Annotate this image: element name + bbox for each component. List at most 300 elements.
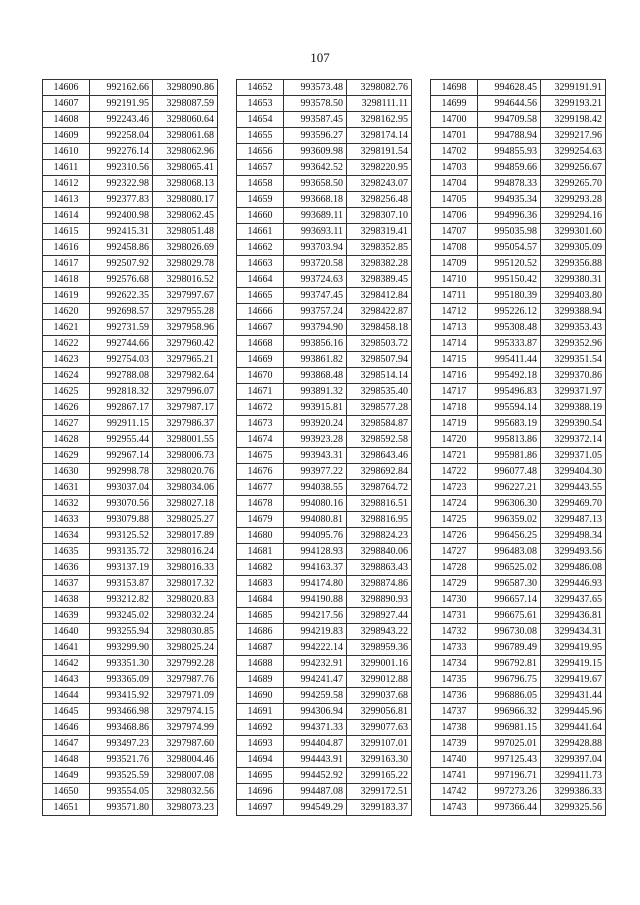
point-id-cell: 14617 bbox=[43, 256, 90, 272]
point-id-cell: 14693 bbox=[237, 736, 284, 752]
x-coordinate-cell: 993747.45 bbox=[284, 288, 347, 304]
point-id-cell: 14641 bbox=[43, 640, 90, 656]
y-coordinate-cell: 3299077.63 bbox=[347, 720, 412, 736]
point-id-cell: 14638 bbox=[43, 592, 90, 608]
point-id-cell: 14658 bbox=[237, 176, 284, 192]
y-coordinate-cell: 3299441.64 bbox=[541, 720, 606, 736]
x-coordinate-cell: 992258.04 bbox=[90, 128, 153, 144]
y-coordinate-cell: 3299198.42 bbox=[541, 112, 606, 128]
y-coordinate-cell: 3299301.60 bbox=[541, 224, 606, 240]
y-coordinate-cell: 3299256.67 bbox=[541, 160, 606, 176]
x-coordinate-cell: 992507.92 bbox=[90, 256, 153, 272]
y-coordinate-cell: 3297987.17 bbox=[153, 400, 218, 416]
table-row bbox=[431, 272, 606, 288]
y-coordinate-cell: 3298959.36 bbox=[347, 640, 412, 656]
x-coordinate-cell: 996359.02 bbox=[478, 512, 541, 528]
point-id-cell: 14675 bbox=[237, 448, 284, 464]
x-coordinate-cell: 993255.94 bbox=[90, 624, 153, 640]
x-coordinate-cell: 994174.80 bbox=[284, 576, 347, 592]
point-id-cell: 14614 bbox=[43, 208, 90, 224]
point-id-cell: 14672 bbox=[237, 400, 284, 416]
point-id-cell: 14669 bbox=[237, 352, 284, 368]
x-coordinate-cell: 993977.22 bbox=[284, 464, 347, 480]
x-coordinate-cell: 993891.32 bbox=[284, 384, 347, 400]
x-coordinate-cell: 997196.71 bbox=[478, 768, 541, 784]
x-coordinate-cell: 993573.48 bbox=[284, 80, 347, 96]
y-coordinate-cell: 3297974.99 bbox=[153, 720, 218, 736]
y-coordinate-cell: 3298943.22 bbox=[347, 624, 412, 640]
x-coordinate-cell: 995035.98 bbox=[478, 224, 541, 240]
table-row bbox=[237, 256, 412, 272]
point-id-cell: 14668 bbox=[237, 336, 284, 352]
table-row bbox=[431, 80, 606, 96]
point-id-cell: 14615 bbox=[43, 224, 90, 240]
point-id-cell: 14650 bbox=[43, 784, 90, 800]
y-coordinate-cell: 3298422.87 bbox=[347, 304, 412, 320]
point-id-cell: 14708 bbox=[431, 240, 478, 256]
table-row bbox=[43, 96, 218, 112]
table-row bbox=[237, 688, 412, 704]
table-row bbox=[237, 448, 412, 464]
y-coordinate-cell: 3298082.76 bbox=[347, 80, 412, 96]
x-coordinate-cell: 993943.31 bbox=[284, 448, 347, 464]
x-coordinate-cell: 993923.28 bbox=[284, 432, 347, 448]
point-id-cell: 14630 bbox=[43, 464, 90, 480]
table-row bbox=[43, 320, 218, 336]
table-row bbox=[431, 208, 606, 224]
x-coordinate-cell: 993466.98 bbox=[90, 704, 153, 720]
x-coordinate-cell: 994855.93 bbox=[478, 144, 541, 160]
table-row bbox=[43, 736, 218, 752]
y-coordinate-cell: 3298824.23 bbox=[347, 528, 412, 544]
table-row bbox=[43, 656, 218, 672]
x-coordinate-cell: 992310.56 bbox=[90, 160, 153, 176]
y-coordinate-cell: 3298692.84 bbox=[347, 464, 412, 480]
y-coordinate-cell: 3298001.55 bbox=[153, 432, 218, 448]
x-coordinate-cell: 993212.82 bbox=[90, 592, 153, 608]
y-coordinate-cell: 3298256.48 bbox=[347, 192, 412, 208]
table-row bbox=[237, 464, 412, 480]
x-coordinate-cell: 993596.27 bbox=[284, 128, 347, 144]
y-coordinate-cell: 3299351.54 bbox=[541, 352, 606, 368]
y-coordinate-cell: 3299428.88 bbox=[541, 736, 606, 752]
point-id-cell: 14643 bbox=[43, 672, 90, 688]
y-coordinate-cell: 3299305.09 bbox=[541, 240, 606, 256]
y-coordinate-cell: 3297986.37 bbox=[153, 416, 218, 432]
y-coordinate-cell: 3297987.76 bbox=[153, 672, 218, 688]
x-coordinate-cell: 993525.59 bbox=[90, 768, 153, 784]
table-row bbox=[431, 720, 606, 736]
x-coordinate-cell: 997273.26 bbox=[478, 784, 541, 800]
x-coordinate-cell: 993351.30 bbox=[90, 656, 153, 672]
y-coordinate-cell: 3299469.70 bbox=[541, 496, 606, 512]
y-coordinate-cell: 3298065.41 bbox=[153, 160, 218, 176]
point-id-cell: 14625 bbox=[43, 384, 90, 400]
x-coordinate-cell: 994222.14 bbox=[284, 640, 347, 656]
x-coordinate-cell: 993724.63 bbox=[284, 272, 347, 288]
y-coordinate-cell: 3298319.41 bbox=[347, 224, 412, 240]
point-id-cell: 14687 bbox=[237, 640, 284, 656]
table-row bbox=[237, 480, 412, 496]
x-coordinate-cell: 995308.48 bbox=[478, 320, 541, 336]
table-row bbox=[431, 432, 606, 448]
y-coordinate-cell: 3298051.48 bbox=[153, 224, 218, 240]
table-row bbox=[43, 592, 218, 608]
table-row bbox=[237, 800, 412, 816]
point-id-cell: 14628 bbox=[43, 432, 90, 448]
point-id-cell: 14722 bbox=[431, 464, 478, 480]
x-coordinate-cell: 996306.30 bbox=[478, 496, 541, 512]
point-id-cell: 14709 bbox=[431, 256, 478, 272]
table-row bbox=[237, 592, 412, 608]
x-coordinate-cell: 993587.45 bbox=[284, 112, 347, 128]
point-id-cell: 14707 bbox=[431, 224, 478, 240]
point-id-cell: 14715 bbox=[431, 352, 478, 368]
point-id-cell: 14714 bbox=[431, 336, 478, 352]
point-id-cell: 14733 bbox=[431, 640, 478, 656]
point-id-cell: 14653 bbox=[237, 96, 284, 112]
table-row bbox=[43, 240, 218, 256]
table-row bbox=[43, 160, 218, 176]
y-coordinate-cell: 3299436.81 bbox=[541, 608, 606, 624]
y-coordinate-cell: 3298458.18 bbox=[347, 320, 412, 336]
x-coordinate-cell: 994259.58 bbox=[284, 688, 347, 704]
table-row bbox=[237, 576, 412, 592]
x-coordinate-cell: 995496.83 bbox=[478, 384, 541, 400]
x-coordinate-cell: 992731.59 bbox=[90, 320, 153, 336]
table-row bbox=[431, 384, 606, 400]
point-id-cell: 14642 bbox=[43, 656, 90, 672]
x-coordinate-cell: 992754.03 bbox=[90, 352, 153, 368]
table-row bbox=[43, 688, 218, 704]
y-coordinate-cell: 3299165.22 bbox=[347, 768, 412, 784]
y-coordinate-cell: 3299443.55 bbox=[541, 480, 606, 496]
y-coordinate-cell: 3299353.43 bbox=[541, 320, 606, 336]
x-coordinate-cell: 994241.47 bbox=[284, 672, 347, 688]
x-coordinate-cell: 995492.18 bbox=[478, 368, 541, 384]
point-id-cell: 14646 bbox=[43, 720, 90, 736]
y-coordinate-cell: 3298643.46 bbox=[347, 448, 412, 464]
y-coordinate-cell: 3298068.13 bbox=[153, 176, 218, 192]
x-coordinate-cell: 993497.23 bbox=[90, 736, 153, 752]
y-coordinate-cell: 3298017.32 bbox=[153, 576, 218, 592]
point-id-cell: 14633 bbox=[43, 512, 90, 528]
x-coordinate-cell: 994628.45 bbox=[478, 80, 541, 96]
point-id-cell: 14683 bbox=[237, 576, 284, 592]
y-coordinate-cell: 3299001.16 bbox=[347, 656, 412, 672]
y-coordinate-cell: 3298220.95 bbox=[347, 160, 412, 176]
y-coordinate-cell: 3299356.88 bbox=[541, 256, 606, 272]
y-coordinate-cell: 3299012.88 bbox=[347, 672, 412, 688]
point-id-cell: 14612 bbox=[43, 176, 90, 192]
table-row bbox=[43, 784, 218, 800]
point-id-cell: 14640 bbox=[43, 624, 90, 640]
table-row bbox=[431, 528, 606, 544]
point-id-cell: 14637 bbox=[43, 576, 90, 592]
y-coordinate-cell: 3298816.95 bbox=[347, 512, 412, 528]
table-row bbox=[43, 368, 218, 384]
table-row bbox=[237, 112, 412, 128]
table-row bbox=[431, 480, 606, 496]
point-id-cell: 14639 bbox=[43, 608, 90, 624]
table-row bbox=[431, 464, 606, 480]
point-id-cell: 14681 bbox=[237, 544, 284, 560]
table-row bbox=[43, 480, 218, 496]
y-coordinate-cell: 3299293.28 bbox=[541, 192, 606, 208]
table-row bbox=[237, 304, 412, 320]
table-row bbox=[431, 112, 606, 128]
x-coordinate-cell: 994443.91 bbox=[284, 752, 347, 768]
x-coordinate-cell: 994038.55 bbox=[284, 480, 347, 496]
x-coordinate-cell: 997366.44 bbox=[478, 800, 541, 816]
x-coordinate-cell: 996657.14 bbox=[478, 592, 541, 608]
y-coordinate-cell: 3299372.14 bbox=[541, 432, 606, 448]
x-coordinate-cell: 992955.44 bbox=[90, 432, 153, 448]
y-coordinate-cell: 3297971.09 bbox=[153, 688, 218, 704]
y-coordinate-cell: 3298027.18 bbox=[153, 496, 218, 512]
table-row bbox=[431, 96, 606, 112]
x-coordinate-cell: 992698.57 bbox=[90, 304, 153, 320]
y-coordinate-cell: 3298503.72 bbox=[347, 336, 412, 352]
y-coordinate-cell: 3299493.56 bbox=[541, 544, 606, 560]
x-coordinate-cell: 994232.91 bbox=[284, 656, 347, 672]
point-id-cell: 14740 bbox=[431, 752, 478, 768]
table-row bbox=[431, 416, 606, 432]
point-id-cell: 14728 bbox=[431, 560, 478, 576]
x-coordinate-cell: 993920.24 bbox=[284, 416, 347, 432]
table-row bbox=[43, 144, 218, 160]
table-row bbox=[431, 672, 606, 688]
point-id-cell: 14698 bbox=[431, 80, 478, 96]
point-id-cell: 14661 bbox=[237, 224, 284, 240]
y-coordinate-cell: 3299431.44 bbox=[541, 688, 606, 704]
point-id-cell: 14656 bbox=[237, 144, 284, 160]
point-id-cell: 14703 bbox=[431, 160, 478, 176]
table-row bbox=[431, 688, 606, 704]
point-id-cell: 14666 bbox=[237, 304, 284, 320]
x-coordinate-cell: 993554.05 bbox=[90, 784, 153, 800]
x-coordinate-cell: 993693.11 bbox=[284, 224, 347, 240]
x-coordinate-cell: 994935.34 bbox=[478, 192, 541, 208]
y-coordinate-cell: 3297955.28 bbox=[153, 304, 218, 320]
x-coordinate-cell: 992415.31 bbox=[90, 224, 153, 240]
y-coordinate-cell: 3299163.30 bbox=[347, 752, 412, 768]
point-id-cell: 14730 bbox=[431, 592, 478, 608]
table-row bbox=[43, 528, 218, 544]
point-id-cell: 14700 bbox=[431, 112, 478, 128]
coordinate-table-2 bbox=[236, 79, 412, 816]
y-coordinate-cell: 3298111.11 bbox=[347, 96, 412, 112]
y-coordinate-cell: 3298030.85 bbox=[153, 624, 218, 640]
y-coordinate-cell: 3299191.91 bbox=[541, 80, 606, 96]
y-coordinate-cell: 3299445.96 bbox=[541, 704, 606, 720]
y-coordinate-cell: 3298243.07 bbox=[347, 176, 412, 192]
x-coordinate-cell: 994190.88 bbox=[284, 592, 347, 608]
x-coordinate-cell: 995594.14 bbox=[478, 400, 541, 416]
point-id-cell: 14645 bbox=[43, 704, 90, 720]
point-id-cell: 14686 bbox=[237, 624, 284, 640]
y-coordinate-cell: 3299265.70 bbox=[541, 176, 606, 192]
point-id-cell: 14716 bbox=[431, 368, 478, 384]
x-coordinate-cell: 992788.08 bbox=[90, 368, 153, 384]
y-coordinate-cell: 3298874.86 bbox=[347, 576, 412, 592]
table-row bbox=[43, 304, 218, 320]
point-id-cell: 14606 bbox=[43, 80, 90, 96]
table-row bbox=[237, 752, 412, 768]
y-coordinate-cell: 3299397.04 bbox=[541, 752, 606, 768]
y-coordinate-cell: 3299172.51 bbox=[347, 784, 412, 800]
point-id-cell: 14664 bbox=[237, 272, 284, 288]
x-coordinate-cell: 994549.29 bbox=[284, 800, 347, 816]
point-id-cell: 14607 bbox=[43, 96, 90, 112]
x-coordinate-cell: 994128.93 bbox=[284, 544, 347, 560]
table-row bbox=[237, 384, 412, 400]
y-coordinate-cell: 3299446.93 bbox=[541, 576, 606, 592]
point-id-cell: 14699 bbox=[431, 96, 478, 112]
y-coordinate-cell: 3299437.65 bbox=[541, 592, 606, 608]
x-coordinate-cell: 993856.16 bbox=[284, 336, 347, 352]
x-coordinate-cell: 995180.39 bbox=[478, 288, 541, 304]
y-coordinate-cell: 3298840.06 bbox=[347, 544, 412, 560]
y-coordinate-cell: 3299419.67 bbox=[541, 672, 606, 688]
point-id-cell: 14691 bbox=[237, 704, 284, 720]
x-coordinate-cell: 993125.52 bbox=[90, 528, 153, 544]
point-id-cell: 14644 bbox=[43, 688, 90, 704]
y-coordinate-cell: 3299183.37 bbox=[347, 800, 412, 816]
table-row bbox=[237, 176, 412, 192]
point-id-cell: 14654 bbox=[237, 112, 284, 128]
y-coordinate-cell: 3299352.96 bbox=[541, 336, 606, 352]
y-coordinate-cell: 3298087.59 bbox=[153, 96, 218, 112]
table-row bbox=[431, 800, 606, 816]
table-row bbox=[237, 208, 412, 224]
x-coordinate-cell: 993037.04 bbox=[90, 480, 153, 496]
x-coordinate-cell: 996456.25 bbox=[478, 528, 541, 544]
y-coordinate-cell: 3299370.86 bbox=[541, 368, 606, 384]
x-coordinate-cell: 993689.11 bbox=[284, 208, 347, 224]
point-id-cell: 14743 bbox=[431, 800, 478, 816]
table-row bbox=[43, 416, 218, 432]
y-coordinate-cell: 3299371.97 bbox=[541, 384, 606, 400]
point-id-cell: 14648 bbox=[43, 752, 90, 768]
point-id-cell: 14701 bbox=[431, 128, 478, 144]
table-row bbox=[237, 672, 412, 688]
point-id-cell: 14726 bbox=[431, 528, 478, 544]
table-row bbox=[43, 544, 218, 560]
point-id-cell: 14677 bbox=[237, 480, 284, 496]
x-coordinate-cell: 996077.48 bbox=[478, 464, 541, 480]
table-row bbox=[431, 592, 606, 608]
y-coordinate-cell: 3298032.24 bbox=[153, 608, 218, 624]
x-coordinate-cell: 994996.36 bbox=[478, 208, 541, 224]
point-id-cell: 14622 bbox=[43, 336, 90, 352]
point-id-cell: 14705 bbox=[431, 192, 478, 208]
x-coordinate-cell: 993668.18 bbox=[284, 192, 347, 208]
table-row bbox=[431, 336, 606, 352]
table-row bbox=[237, 768, 412, 784]
point-id-cell: 14694 bbox=[237, 752, 284, 768]
y-coordinate-cell: 3299056.81 bbox=[347, 704, 412, 720]
table-row bbox=[237, 560, 412, 576]
x-coordinate-cell: 992162.66 bbox=[90, 80, 153, 96]
y-coordinate-cell: 3298535.40 bbox=[347, 384, 412, 400]
x-coordinate-cell: 996966.32 bbox=[478, 704, 541, 720]
y-coordinate-cell: 3298029.78 bbox=[153, 256, 218, 272]
x-coordinate-cell: 996792.81 bbox=[478, 656, 541, 672]
table-row bbox=[237, 144, 412, 160]
table-row bbox=[237, 96, 412, 112]
y-coordinate-cell: 3298507.94 bbox=[347, 352, 412, 368]
y-coordinate-cell: 3299380.31 bbox=[541, 272, 606, 288]
table-row bbox=[431, 656, 606, 672]
x-coordinate-cell: 994452.92 bbox=[284, 768, 347, 784]
y-coordinate-cell: 3297982.64 bbox=[153, 368, 218, 384]
point-id-cell: 14732 bbox=[431, 624, 478, 640]
table-row bbox=[431, 368, 606, 384]
table-row bbox=[43, 192, 218, 208]
y-coordinate-cell: 3298352.85 bbox=[347, 240, 412, 256]
table-row bbox=[431, 288, 606, 304]
x-coordinate-cell: 995411.44 bbox=[478, 352, 541, 368]
y-coordinate-cell: 3299419.95 bbox=[541, 640, 606, 656]
table-row bbox=[43, 624, 218, 640]
x-coordinate-cell: 994306.94 bbox=[284, 704, 347, 720]
x-coordinate-cell: 996796.75 bbox=[478, 672, 541, 688]
point-id-cell: 14634 bbox=[43, 528, 90, 544]
point-id-cell: 14706 bbox=[431, 208, 478, 224]
point-id-cell: 14609 bbox=[43, 128, 90, 144]
y-coordinate-cell: 3299325.56 bbox=[541, 800, 606, 816]
table-row bbox=[431, 176, 606, 192]
x-coordinate-cell: 993245.02 bbox=[90, 608, 153, 624]
point-id-cell: 14679 bbox=[237, 512, 284, 528]
point-id-cell: 14629 bbox=[43, 448, 90, 464]
table-row bbox=[431, 320, 606, 336]
x-coordinate-cell: 992191.95 bbox=[90, 96, 153, 112]
x-coordinate-cell: 994709.58 bbox=[478, 112, 541, 128]
point-id-cell: 14719 bbox=[431, 416, 478, 432]
table-row bbox=[43, 768, 218, 784]
table-row bbox=[43, 80, 218, 96]
table-row bbox=[43, 640, 218, 656]
point-id-cell: 14673 bbox=[237, 416, 284, 432]
table-row bbox=[431, 560, 606, 576]
point-id-cell: 14623 bbox=[43, 352, 90, 368]
x-coordinate-cell: 992867.17 bbox=[90, 400, 153, 416]
point-id-cell: 14618 bbox=[43, 272, 90, 288]
x-coordinate-cell: 993578.50 bbox=[284, 96, 347, 112]
y-coordinate-cell: 3298584.87 bbox=[347, 416, 412, 432]
point-id-cell: 14688 bbox=[237, 656, 284, 672]
y-coordinate-cell: 3299486.08 bbox=[541, 560, 606, 576]
y-coordinate-cell: 3299411.73 bbox=[541, 768, 606, 784]
point-id-cell: 14674 bbox=[237, 432, 284, 448]
table-row bbox=[43, 720, 218, 736]
table-row bbox=[237, 416, 412, 432]
table-row bbox=[43, 800, 218, 816]
y-coordinate-cell: 3298816.51 bbox=[347, 496, 412, 512]
y-coordinate-cell: 3298004.46 bbox=[153, 752, 218, 768]
point-id-cell: 14611 bbox=[43, 160, 90, 176]
point-id-cell: 14680 bbox=[237, 528, 284, 544]
x-coordinate-cell: 993415.92 bbox=[90, 688, 153, 704]
table-row bbox=[43, 752, 218, 768]
x-coordinate-cell: 997125.43 bbox=[478, 752, 541, 768]
point-id-cell: 14717 bbox=[431, 384, 478, 400]
y-coordinate-cell: 3299498.34 bbox=[541, 528, 606, 544]
table-row bbox=[431, 144, 606, 160]
table-row bbox=[237, 432, 412, 448]
